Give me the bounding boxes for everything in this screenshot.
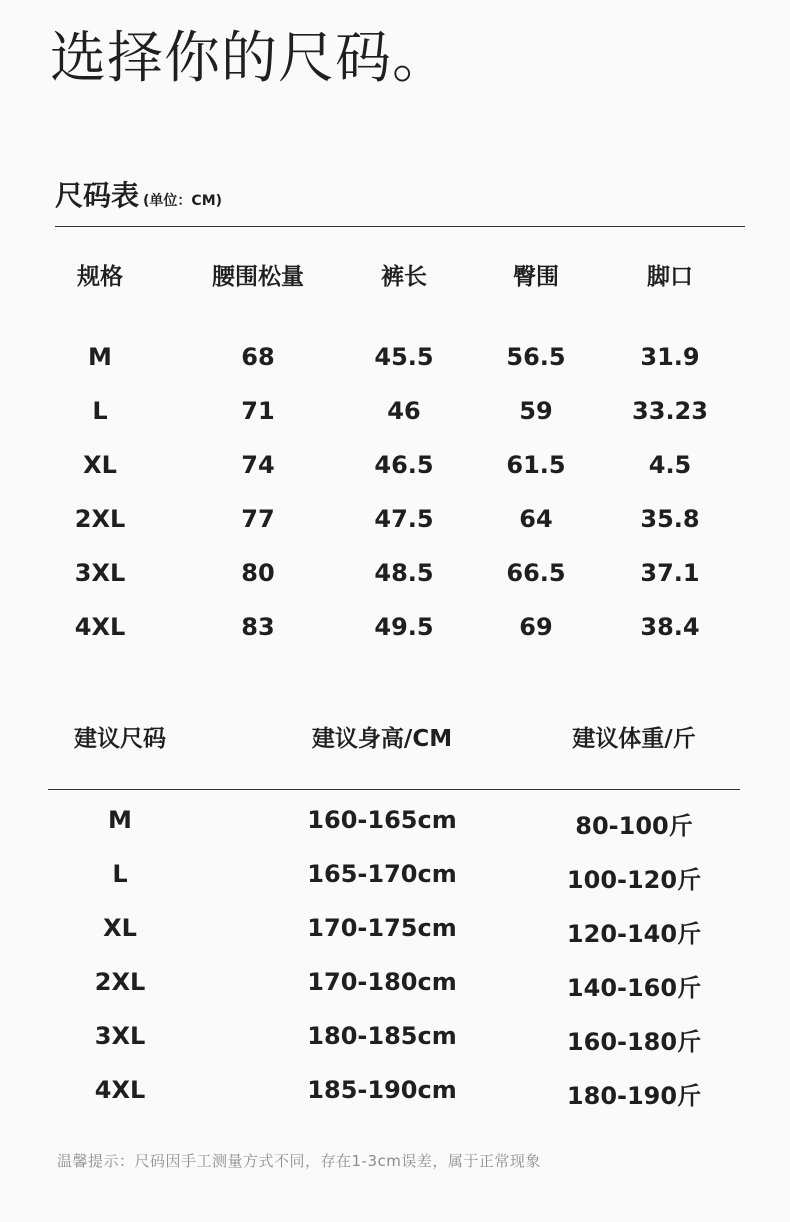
size-table-divider: [55, 226, 745, 227]
size-table-cell: 77: [241, 505, 275, 533]
size-table-cell: 59: [519, 397, 553, 425]
size-table-title: 尺码表: [55, 179, 140, 212]
size-table-unit: (单位：CM): [143, 193, 223, 209]
recommend-table-cell: 170-175cm: [307, 914, 457, 942]
recommend-table-cell: 180-185cm: [307, 1022, 457, 1050]
recommend-table-cell: 170-180cm: [307, 968, 457, 996]
recommend-table-size-cell: M: [108, 806, 132, 834]
recommend-table-cell: 160-180斤: [566, 1028, 702, 1056]
recommend-table-header-cell: 建议身高/CM: [311, 726, 453, 752]
size-table-cell: 64: [519, 505, 553, 533]
recommend-table-cell: 160-165cm: [307, 806, 457, 834]
size-table-cell: 83: [241, 613, 275, 641]
size-table-header-cell: 臀围: [513, 264, 559, 290]
recommend-table-cell: 100-120斤: [566, 866, 702, 894]
recommend-table-cell: 165-170cm: [307, 860, 457, 888]
size-table-cell: 80: [241, 559, 275, 587]
size-table-heading: [55, 174, 222, 214]
size-table-cell: 68: [241, 343, 275, 371]
recommend-table-size-cell: L: [112, 860, 128, 888]
recommend-table-header-cell: 建议体重/斤: [572, 726, 696, 752]
size-table-header-cell: 裤长: [381, 264, 427, 290]
size-table-cell: 38.4: [640, 613, 700, 641]
size-table-cell: 61.5: [506, 451, 566, 479]
size-table-size-cell: 4XL: [74, 613, 126, 641]
recommend-table-header-cell: 建议尺码: [74, 726, 166, 752]
size-table-cell: 74: [241, 451, 275, 479]
size-table-cell: 47.5: [374, 505, 434, 533]
recommend-table-size-cell: XL: [103, 914, 137, 942]
recommend-table-cell: 180-190斤: [566, 1082, 702, 1110]
size-table-size-cell: 2XL: [74, 505, 126, 533]
size-table-cell: 37.1: [640, 559, 700, 587]
size-table-size-cell: M: [88, 343, 112, 371]
size-table-cell: 4.5: [648, 451, 692, 479]
size-table-cell: 35.8: [640, 505, 700, 533]
page-title: 选择你的尺码。: [50, 26, 449, 91]
size-table-size-cell: 3XL: [74, 559, 126, 587]
recommend-table-cell: 140-160斤: [566, 974, 702, 1002]
size-table-cell: 46.5: [374, 451, 434, 479]
size-table-size-cell: L: [92, 397, 108, 425]
size-table-cell: 71: [241, 397, 275, 425]
recommend-table-cell: 80-100斤: [575, 812, 693, 840]
size-table-cell: 45.5: [374, 343, 434, 371]
recommend-table-divider: [48, 789, 740, 790]
recommend-table-size-cell: 2XL: [94, 968, 146, 996]
footnote: 温馨提示：尺码因手工测量方式不同，存在1-3cm误差，属于正常现象: [57, 1152, 541, 1170]
recommend-table-size-cell: 4XL: [94, 1076, 146, 1104]
recommend-table-size-cell: 3XL: [94, 1022, 146, 1050]
size-table-header-cell: 规格: [77, 264, 123, 290]
size-table-cell: 56.5: [506, 343, 566, 371]
recommend-table-cell: 185-190cm: [307, 1076, 457, 1104]
size-table-cell: 46: [387, 397, 421, 425]
size-table-cell: 69: [519, 613, 553, 641]
size-table-cell: 49.5: [374, 613, 434, 641]
recommend-table-cell: 120-140斤: [566, 920, 702, 948]
size-table-header-cell: 脚口: [647, 264, 693, 290]
size-table-cell: 48.5: [374, 559, 434, 587]
size-table-size-cell: XL: [83, 451, 117, 479]
size-table-cell: 33.23: [632, 397, 708, 425]
size-table-cell: 66.5: [506, 559, 566, 587]
size-table-cell: 31.9: [640, 343, 700, 371]
size-table-header-cell: 腰围松量: [212, 264, 304, 290]
